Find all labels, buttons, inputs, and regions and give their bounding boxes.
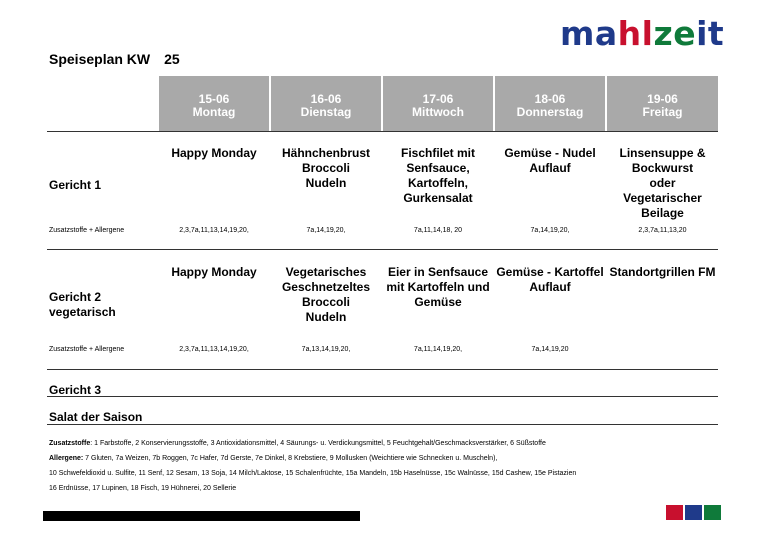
legend-line: 10 Schwefeldioxid u. Sulfite, 11 Senf, 12 Sesam, 13 Soja, 14 Milch/Laktose, 15 Schalenfrüchte, 15a Mandeln, 15b Haselnüsse, 15c Walnüsse, 15d Cashew, 15e Pistazien [49,470,577,477]
additives-cell: 7a,14,19,20 [531,346,569,353]
mahlzeit-logo [560,14,724,54]
divider [47,249,718,250]
day-header [383,76,493,131]
footer-square-blue [685,505,702,520]
row-label-gericht3: Gericht 3 [49,383,102,397]
additives-label: Zusatzstoffe + Allergene [49,346,125,353]
additives-cell: 7a,13,14,19,20, [301,346,351,353]
dish-cell: Vegetarisches Geschnetzeltes Broccoli Nudeln [281,265,371,324]
logo-letter: z [653,14,674,53]
additives-label: Zusatzstoffe + Allergene [49,227,125,234]
day-name: Freitag [642,105,683,119]
footer-bar [43,511,360,521]
divider [47,424,718,425]
divider [47,369,718,370]
row-label-salat: Salat der Saison [49,410,143,424]
logo-letter: m [560,14,595,53]
day-header [495,76,605,131]
logo-letter: e [673,14,697,53]
logo-letter: t [707,14,725,53]
day-header [607,76,718,131]
title-label: Speiseplan KW [49,51,151,67]
day-name: Dienstag [300,105,352,119]
row-label-line: Gericht 2 [49,290,102,304]
legend-text: 7 Gluten, 7a Weizen, 7b Roggen, 7c Hafer, 7d Gerste, 7e Dinkel, 8 Krebstiere, 9 Mollusken (Weichtiere wie Schnecken u. Muscheln), [83,455,498,462]
dish-cell: Fischfilet mit Senfsauce, Kartoffeln, Gurkensalat [400,146,475,205]
logo-letter: a [594,14,618,53]
dish-cell: Happy Monday [171,265,257,279]
dish-cell: Hähnchenbrust Broccoli Nudeln [281,146,370,190]
logo-letter: h [617,14,642,53]
footer-square-red [666,505,683,520]
day-date: 18-06 [534,92,566,106]
week-number: 25 [164,51,180,67]
additives-cell: 7a,14,19,20, [306,227,346,234]
divider [47,131,718,132]
day-header [159,76,269,131]
additives-cell: 7a,14,19,20, [530,227,570,234]
legend-line: 16 Erdnüsse, 17 Lupinen, 18 Fisch, 19 Hühnerei, 20 Sellerie [49,485,237,492]
legend-allergene [49,451,497,466]
dish-cell: Happy Monday [171,146,257,160]
day-header [271,76,381,131]
additives-cell: 2,3,7a,11,13,14,19,20, [179,227,249,234]
legend-heading: Allergene: [49,455,84,462]
day-date: 17-06 [422,92,454,106]
dish-cell: Eier in Senfsauce mit Kartoffeln und Gemüse [386,265,490,309]
dish-cell: Gemüse - Nudel Auflauf [504,146,596,175]
dish-cell: Standortgrillen FM [609,265,716,279]
legend-zusatzstoffe [49,436,546,451]
divider [47,396,718,397]
row-label-gericht1: Gericht 1 [49,178,102,192]
logo-letter: l [641,14,654,53]
additives-cell: 2,3,7a,11,13,14,19,20, [179,346,249,353]
logo-letter: i [696,14,708,53]
day-name: Donnerstag [516,105,584,119]
legend-text: : 1 Farbstoffe, 2 Konservierungsstoffe, 3 Antioxidationsmittel, 4 Säurungs- u. Verdickungsmittel, 5 Feuchtgehalt/Geschmacksverstärker, 6 Süßstoffe [90,440,546,447]
additives-cell: 7a,11,14,19,20, [413,346,463,353]
day-date: 16-06 [310,92,342,106]
dish-cell: Gemüse - Kartoffel Auflauf [496,265,604,294]
additives-cell: 2,3,7a,11,13,20 [638,227,687,234]
legend-heading: Zusatzstoffe [49,440,91,447]
day-date: 19-06 [647,92,678,106]
page-title [49,51,180,67]
additives-cell: 7a,11,14,18, 20 [413,227,463,234]
day-name: Montag [192,105,236,119]
row-label-gericht2 [49,290,116,320]
footer-square-green [704,505,721,520]
day-name: Mittwoch [412,105,464,119]
day-date: 15-06 [198,92,230,106]
dish-cell: Linsensuppe & Bockwurst oder Vegetarischer Beilage [619,146,706,220]
row-label-line: vegetarisch [49,305,116,319]
